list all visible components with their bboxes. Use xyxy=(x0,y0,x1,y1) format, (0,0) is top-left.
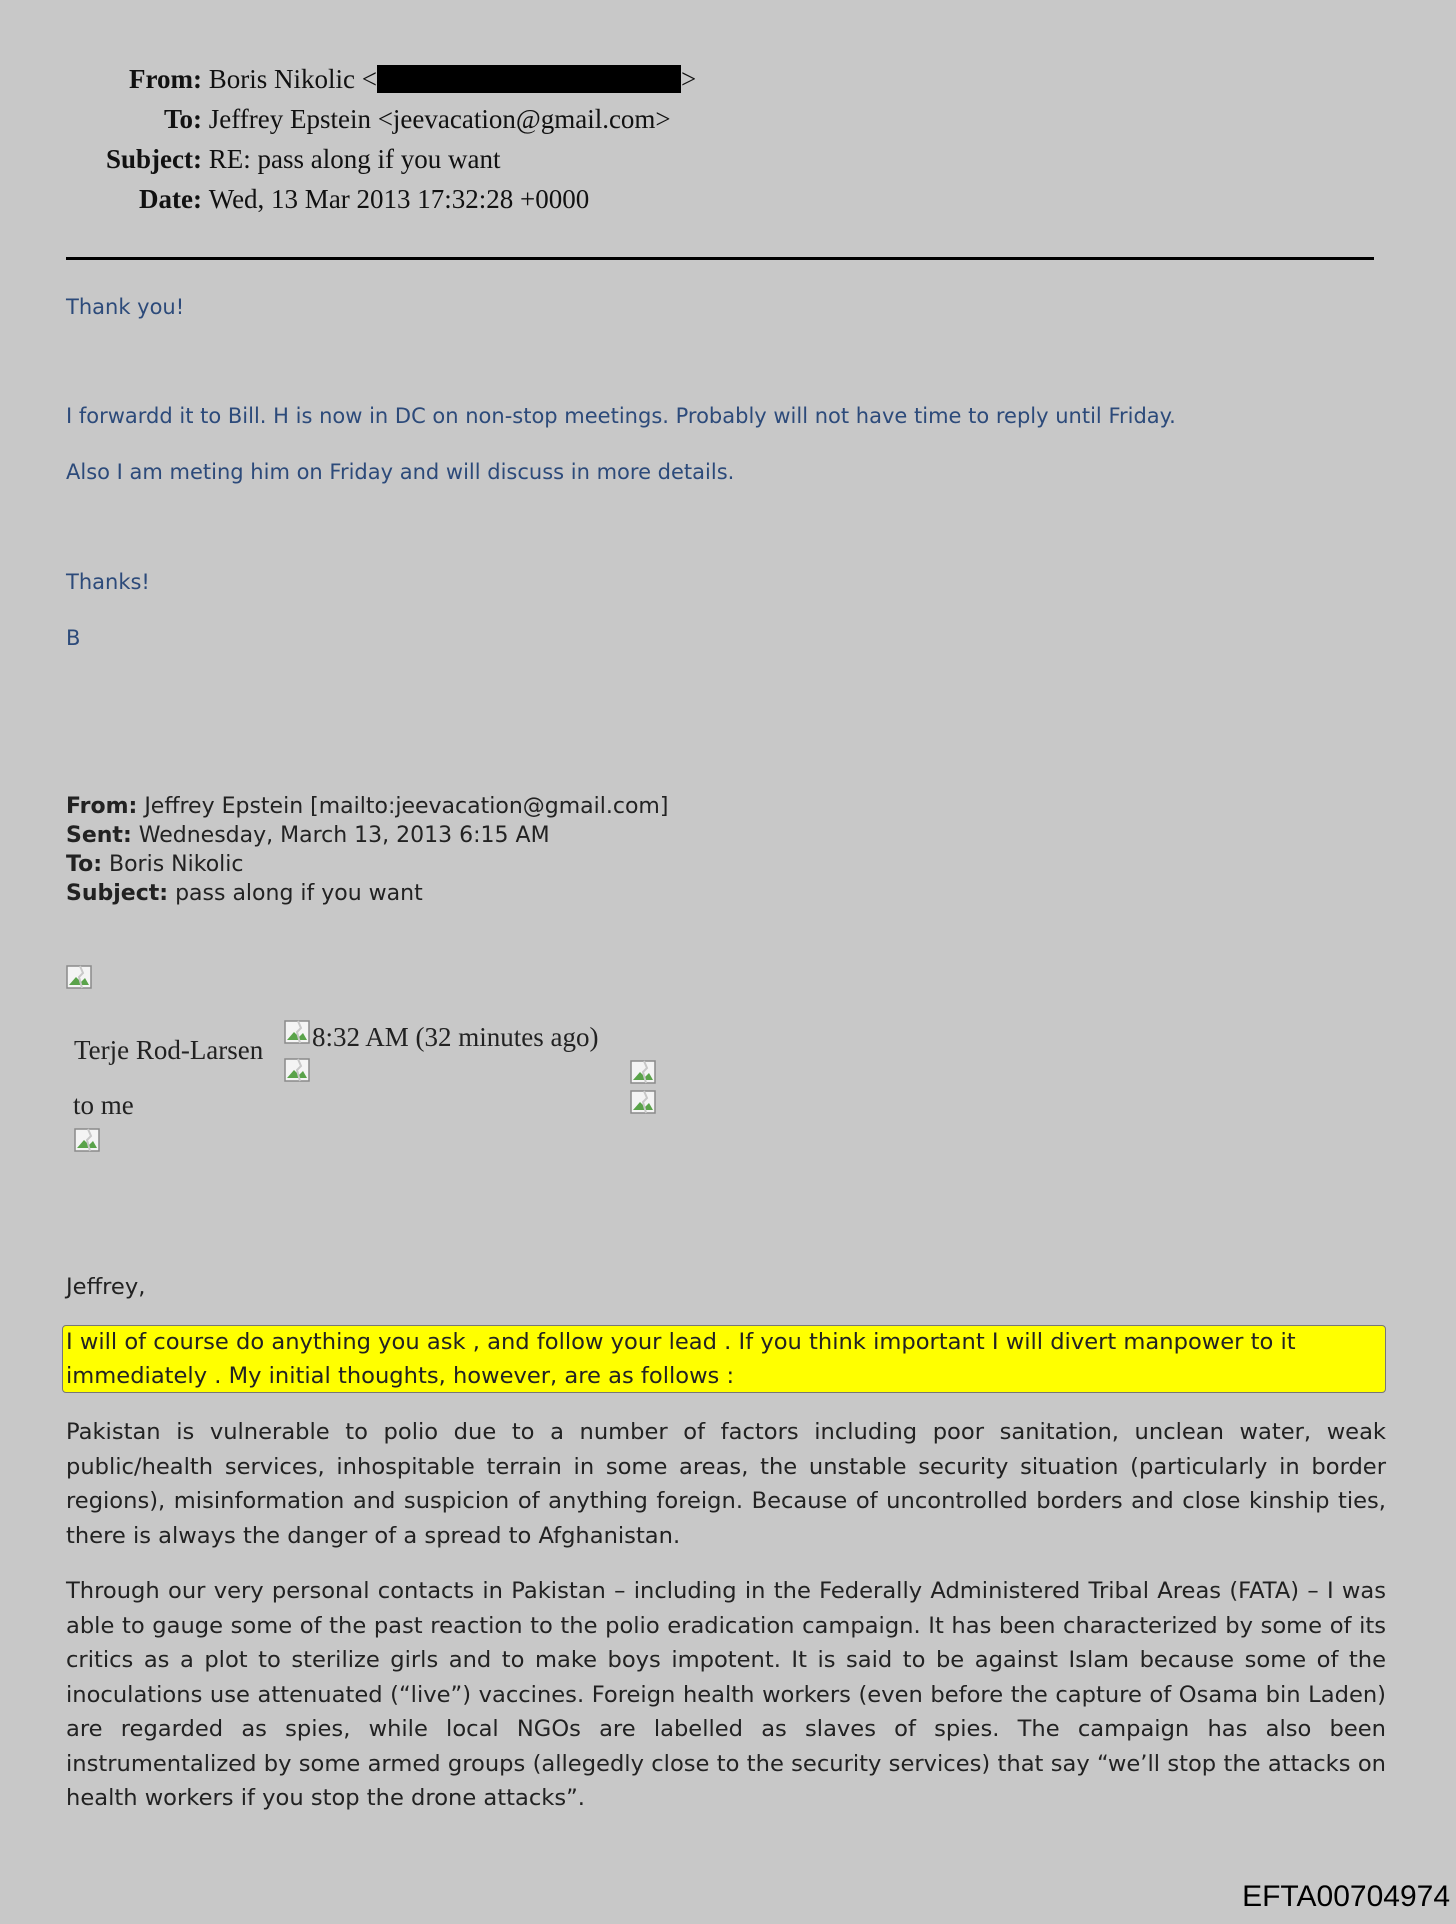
header-date-label: Date: xyxy=(139,184,202,214)
header-date-row xyxy=(0,179,589,219)
fwd-subject-row xyxy=(66,879,423,908)
fwd-sent-value: Wednesday, March 13, 2013 6:15 AM xyxy=(138,823,550,848)
fwd-sent-row xyxy=(66,821,550,850)
header-subject-row xyxy=(0,139,500,179)
reply-line-meeting: Also I am meting him on Friday and will discuss in more details. xyxy=(66,460,735,484)
reply-signature: B xyxy=(66,626,81,650)
reply-line-forward: I forwardd it to Bill. H is now in DC on non-stop meetings. Probably will not have time to reply until Friday. xyxy=(66,404,1176,428)
broken-image-icon xyxy=(74,1128,100,1152)
header-from-name: Boris Nikolic < xyxy=(208,64,377,94)
header-from-value xyxy=(209,59,696,99)
fwd-from-value: Jeffrey Epstein [mailto:jeevacation@gmail.com] xyxy=(144,794,669,819)
letter-paragraph-1: Pakistan is vulnerable to polio due to a number of factors including poor sanitation, unclean water, weak public/health services, inhospitable terrain in some areas, the unstable security situation (particularly in border regions), misinformation and suspicion of anything foreign. Because of uncontrolled borders and close kinship ties, there is always the danger of a spread to Afghanistan. xyxy=(66,1419,1386,1549)
highlight-line-2: immediately . My initial thoughts, however, are as follows : xyxy=(66,1363,735,1389)
fwd-from-label: From: xyxy=(66,794,138,819)
header-from-row xyxy=(0,59,696,99)
header-from-suffix: > xyxy=(680,64,697,94)
header-to-label: To: xyxy=(163,104,202,134)
reply-line-thank-you: Thank you! xyxy=(66,295,185,319)
redaction-bar xyxy=(377,65,681,93)
fwd-sent-label: Sent: xyxy=(66,823,132,848)
broken-image-icon xyxy=(284,1058,310,1082)
document-id-stamp: EFTA00704974 xyxy=(1242,1880,1450,1913)
letter-salutation: Jeffrey, xyxy=(66,1274,146,1300)
broken-image-icon xyxy=(284,1020,310,1044)
letter-paragraph-2: Through our very personal contacts in Pakistan – including in the Federally Administered Tribal Areas (FATA) – I was able to gauge some of the past reaction to the polio eradication campaign. It has been characterized by some of its critics as a plot to sterilize girls and to make boys impotent. It is said to be against Islam because some of the inoculations use attenuated (“live”) vaccines. Foreign health workers (even before the capture of Osama bin Laden) are regarded as spies, while local NGOs are labelled as slaves of spies. The campaign has also been instrumentalized by some armed groups (allegedly close to the security services) that say “we’ll stop the attacks on health workers if you stop the drone attacks”. xyxy=(66,1578,1386,1811)
broken-image-icon xyxy=(630,1060,656,1084)
fwd-to-row xyxy=(66,850,243,879)
header-from-label: From: xyxy=(129,64,202,94)
header-date-value: Wed, 13 Mar 2013 17:32:28 +0000 xyxy=(208,184,590,214)
header-to-value: Jeffrey Epstein <jeevacation@gmail.com> xyxy=(208,104,671,134)
header-subject-label: Subject: xyxy=(106,144,202,174)
broken-image-icon xyxy=(630,1090,656,1114)
reply-line-thanks: Thanks! xyxy=(66,570,150,594)
embedded-time: 8:32 AM (32 minutes ago) xyxy=(312,1022,599,1052)
embedded-sender-name: Terje Rod-Larsen xyxy=(74,1035,264,1065)
embedded-recipient: to me xyxy=(73,1090,134,1120)
broken-image-icon xyxy=(66,965,92,989)
highlight-line-1: I will of course do anything you ask , and follow your lead . If you think important I will divert manpower to it xyxy=(66,1329,1296,1355)
fwd-to-value: Boris Nikolic xyxy=(109,852,244,877)
header-divider xyxy=(66,257,1374,260)
header-subject-value: RE: pass along if you want xyxy=(208,144,501,174)
highlighted-text xyxy=(66,1325,1386,1393)
fwd-to-label: To: xyxy=(66,852,102,877)
header-to-row xyxy=(0,99,671,139)
fwd-from-row xyxy=(66,792,668,821)
fwd-subject-value: pass along if you want xyxy=(175,881,423,906)
fwd-subject-label: Subject: xyxy=(66,881,169,906)
